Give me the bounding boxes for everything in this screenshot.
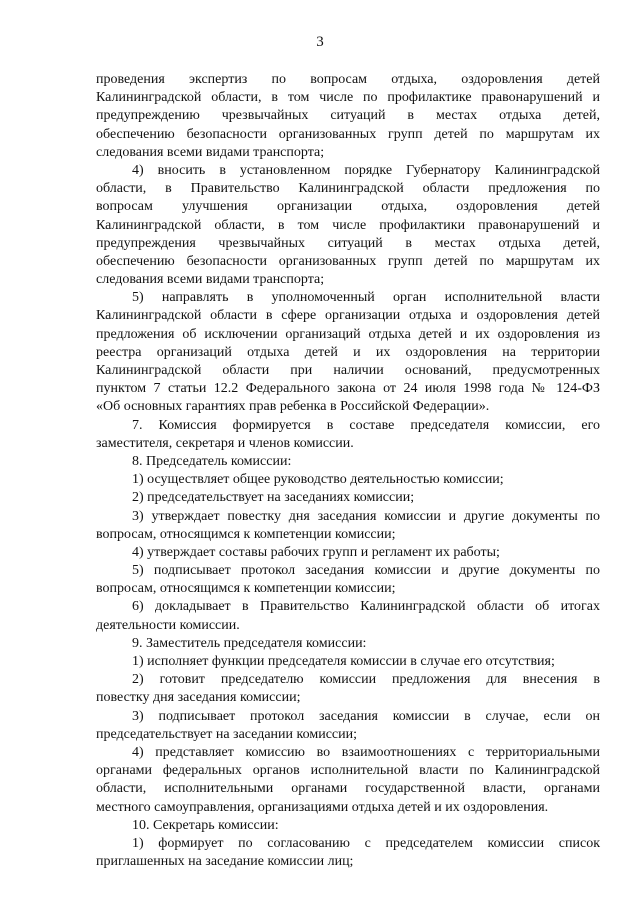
text-line: проведения экспертиз по вопросам отдыха, оздоровления детей xyxy=(96,72,600,87)
text-line: 1) исполняет функции председателя комиссии в случае его отсутствия; xyxy=(132,654,555,669)
text-line: 5) направлять в уполномоченный орган исполнительной власти xyxy=(132,290,600,306)
text-line: 4) утверждает составы рабочих групп и регламент их работы; xyxy=(132,544,500,560)
text-line: местного самоуправления, организациями отдыха детей и их оздоровления. xyxy=(96,799,549,815)
text-line: обеспечению безопасности организованных групп детей по маршрутам их xyxy=(96,126,600,142)
text-line: заместителя, секретаря и членов комиссии. xyxy=(96,435,354,451)
text-line: 4) представляет комиссию во взаимоотношениях с территориальными xyxy=(132,744,600,760)
text-line: председательствует на заседании комиссии; xyxy=(96,726,358,742)
text-line: вопросам, относящимся к компетенции комиссии; xyxy=(96,526,396,542)
text-line: реестра организаций отдыха детей и их оздоровления на территории xyxy=(96,344,600,360)
text-line: Калининградской области при наличии оснований, предусмотренных xyxy=(96,363,600,378)
text-line: Калининградской области, в том числе профилактики правонарушений и xyxy=(96,217,600,233)
text-line: предложения об исключении организаций отдыха детей и их оздоровления из xyxy=(96,326,600,342)
text-line: 3) утверждает повестку дня заседания комиссии и другие документы по xyxy=(132,508,600,524)
text-line: 4) вносить в установленном порядке Губернатору Калининградской xyxy=(132,162,600,178)
text-line: предупреждению чрезвычайных ситуаций в местах отдыха детей, xyxy=(96,108,600,124)
text-line: 1) осуществляет общее руководство деятельностью комиссии; xyxy=(132,472,504,488)
text-line: следования всеми видами транспорта; xyxy=(96,144,325,160)
text-line: органами федеральных органов исполнительной власти по Калининградской xyxy=(96,763,600,779)
text-line: 2) готовит председателю комиссии предложения для внесения в xyxy=(132,672,600,688)
text-line: деятельности комиссии. xyxy=(96,617,240,633)
text-line: области, исполнительными органами государственной власти, органами xyxy=(96,781,600,797)
text-line: повестку дня заседания комиссии; xyxy=(96,690,301,706)
text-line: «Об основных гарантиях прав ребенка в Российской Федерации». xyxy=(96,399,490,415)
text-line: Калининградской области, в том числе по профилактике правонарушений и xyxy=(96,90,600,106)
document-body xyxy=(96,71,600,871)
text-line: 7. Комиссия формируется в составе председателя комиссии, его xyxy=(132,417,600,433)
text-line: 2) председательствует на заседаниях комиссии; xyxy=(132,490,415,506)
text-line: 9. Заместитель председателя комиссии: xyxy=(132,635,367,651)
text-line: обеспечению безопасности организованных групп детей по маршрутам их xyxy=(96,253,600,269)
text-line: предупреждения чрезвычайных ситуаций в местах отдыха детей, xyxy=(96,235,600,251)
text-line: 6) докладывает в Правительство Калининградской области об итогах xyxy=(132,599,600,615)
text-line: следования всеми видами транспорта; xyxy=(96,272,325,288)
text-line: 8. Председатель комиссии: xyxy=(132,453,292,469)
text-line: области, в Правительство Калининградской области предложения по xyxy=(96,181,600,197)
text-line: 10. Секретарь комиссии: xyxy=(132,817,279,833)
text-line: 5) подписывает протокол заседания комиссии и другие документы по xyxy=(132,563,600,579)
text-line: Калининградской области в сфере организации отдыха и оздоровления детей xyxy=(96,308,600,324)
text-line: 1) формирует по согласованию с председателем комиссии список xyxy=(132,835,600,851)
text-line: вопросам, относящимся к компетенции комиссии; xyxy=(96,581,396,597)
text-line: приглашенных на заседание комиссии лиц; xyxy=(96,854,354,870)
text-line: 3) подписывает протокол заседания комиссии в случае, если он xyxy=(132,708,600,724)
text-line: вопросам улучшения организации отдыха, оздоровления детей xyxy=(96,199,600,215)
text-line: пунктом 7 статьи 12.2 Федерального закона от 24 июля 1998 года № 124-ФЗ xyxy=(96,381,600,397)
page-number: 3 xyxy=(316,34,324,50)
